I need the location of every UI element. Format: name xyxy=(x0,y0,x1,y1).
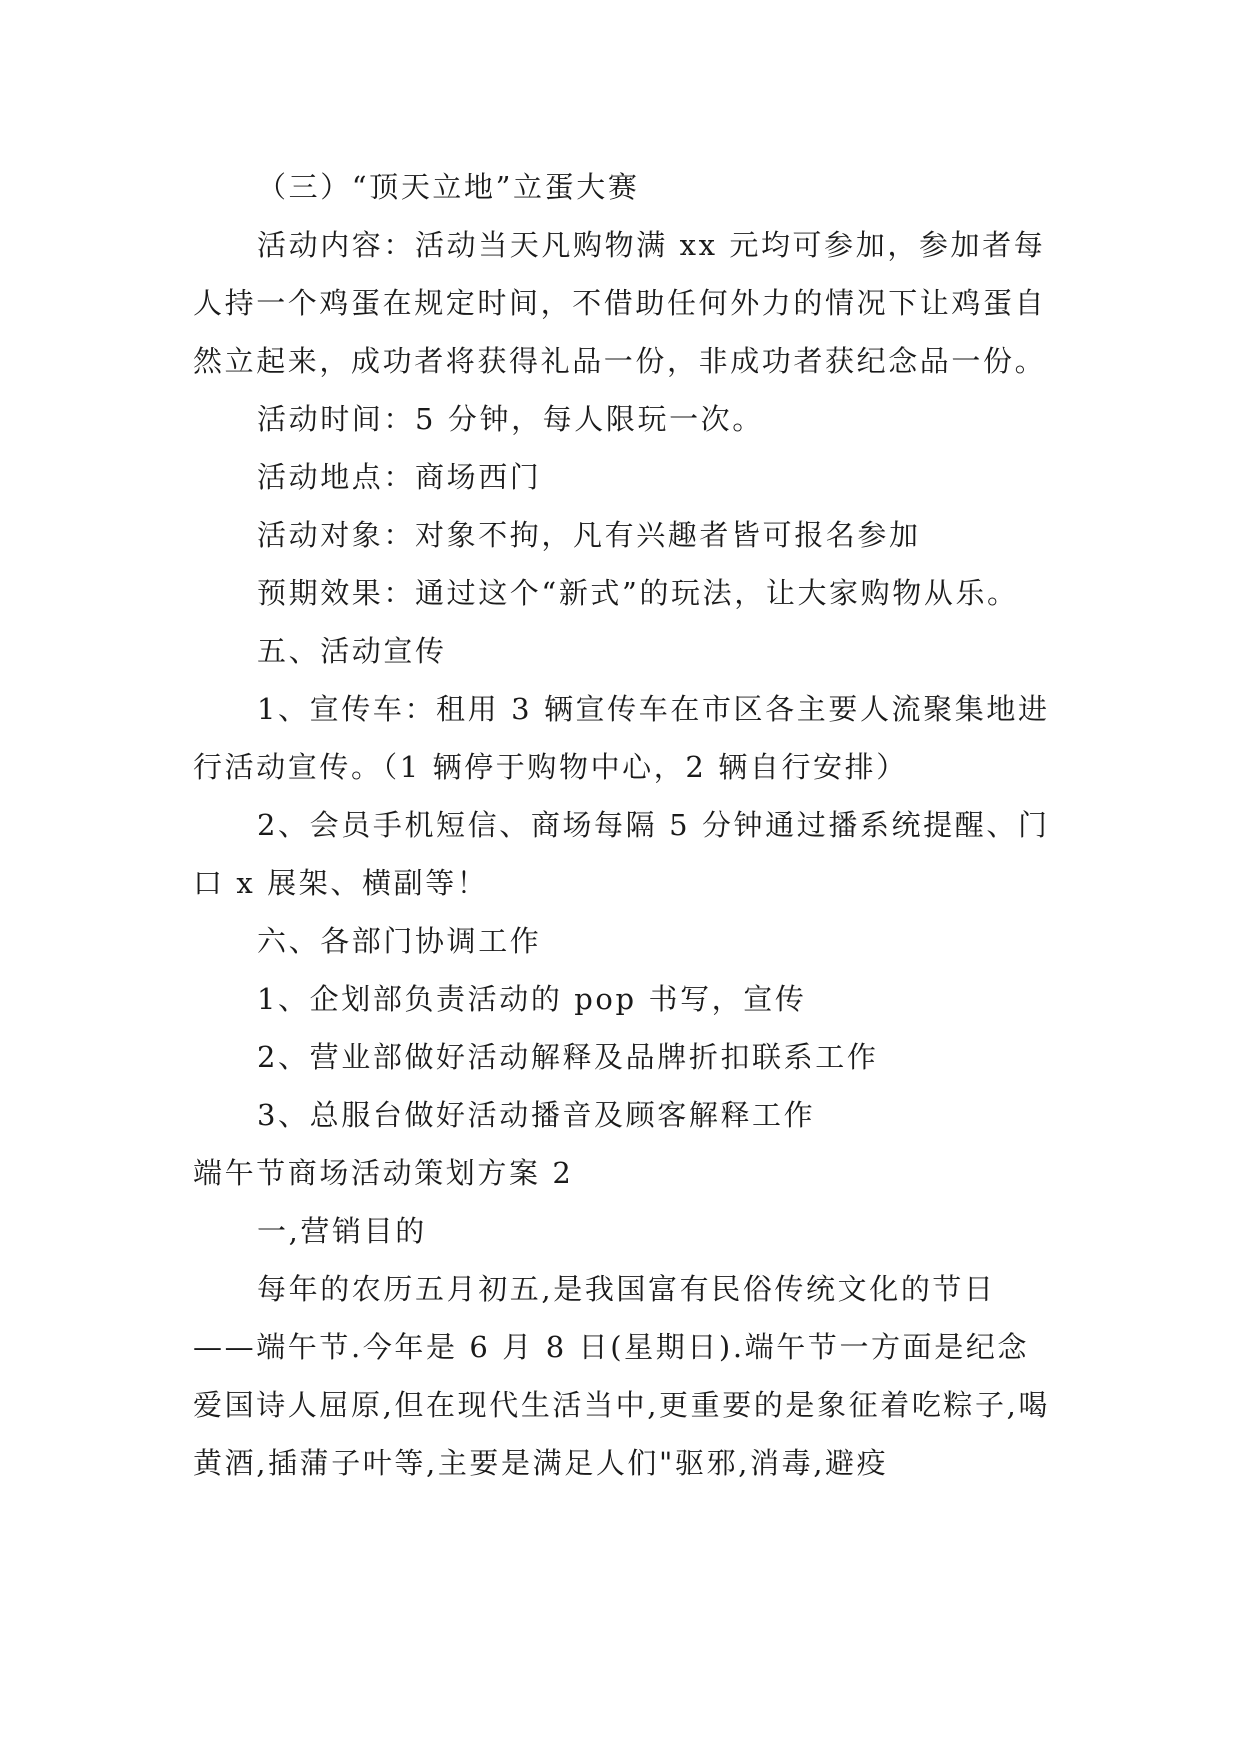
paragraph-expected-effect: 预期效果：通过这个“新式”的玩法，让大家购物从乐。 xyxy=(257,576,1019,610)
heading-promotion: 五、活动宣传 xyxy=(257,634,447,668)
paragraph-promotion-vehicle: 1、宣传车：租用 3 辆宣传车在市区各主要人流聚集地进行活动宣传。（1 辆停于购物中心，2 辆自行安排） xyxy=(193,692,1050,784)
paragraph-promotion-sms: 2、会员手机短信、商场每隔 5 分钟通过播系统提醒、门口 x 展架、横副等！ xyxy=(193,808,1050,900)
paragraph-planning-dept: 1、企划部负责活动的 pop 书写，宣传 xyxy=(257,982,807,1016)
paragraph-business-dept: 2、营业部做好活动解释及品牌折扣联系工作 xyxy=(257,1040,879,1074)
paragraph-activity-time: 活动时间：5 分钟，每人限玩一次。 xyxy=(257,402,764,436)
paragraph-activity-location: 活动地点：商场西门 xyxy=(257,460,542,494)
heading-egg-contest: （三）“顶天立地”立蛋大赛 xyxy=(257,170,640,204)
paragraph-activity-content: 活动内容：活动当天凡购物满 xx 元均可参加，参加者每人持一个鸡蛋在规定时间，不借助任何外力的情况下让鸡蛋自然立起来，成功者将获得礼品一份，非成功者获纪念品一份。 xyxy=(193,228,1047,378)
paragraph-marketing-purpose: 每年的农历五月初五,是我国富有民俗传统文化的节日——端午节.今年是 6 月 8 日(星期日).端午节一方面是纪念爱国诗人屈原,但在现代生活当中,更重要的是象征着吃粽子,喝黄酒,插蒲子叶等,主要是满足人们"驱邪,消毒,避疫 xyxy=(193,1272,1051,1480)
paragraph-service-desk: 3、总服台做好活动播音及顾客解释工作 xyxy=(257,1098,816,1132)
heading-department-coordination: 六、各部门协调工作 xyxy=(257,924,542,958)
heading-plan-2: 端午节商场活动策划方案 2 xyxy=(193,1156,574,1190)
heading-marketing-purpose: 一,营销目的 xyxy=(257,1214,427,1248)
document-body xyxy=(193,158,1055,1492)
paragraph-activity-target: 活动对象：对象不拘，凡有兴趣者皆可报名参加 xyxy=(257,518,921,552)
